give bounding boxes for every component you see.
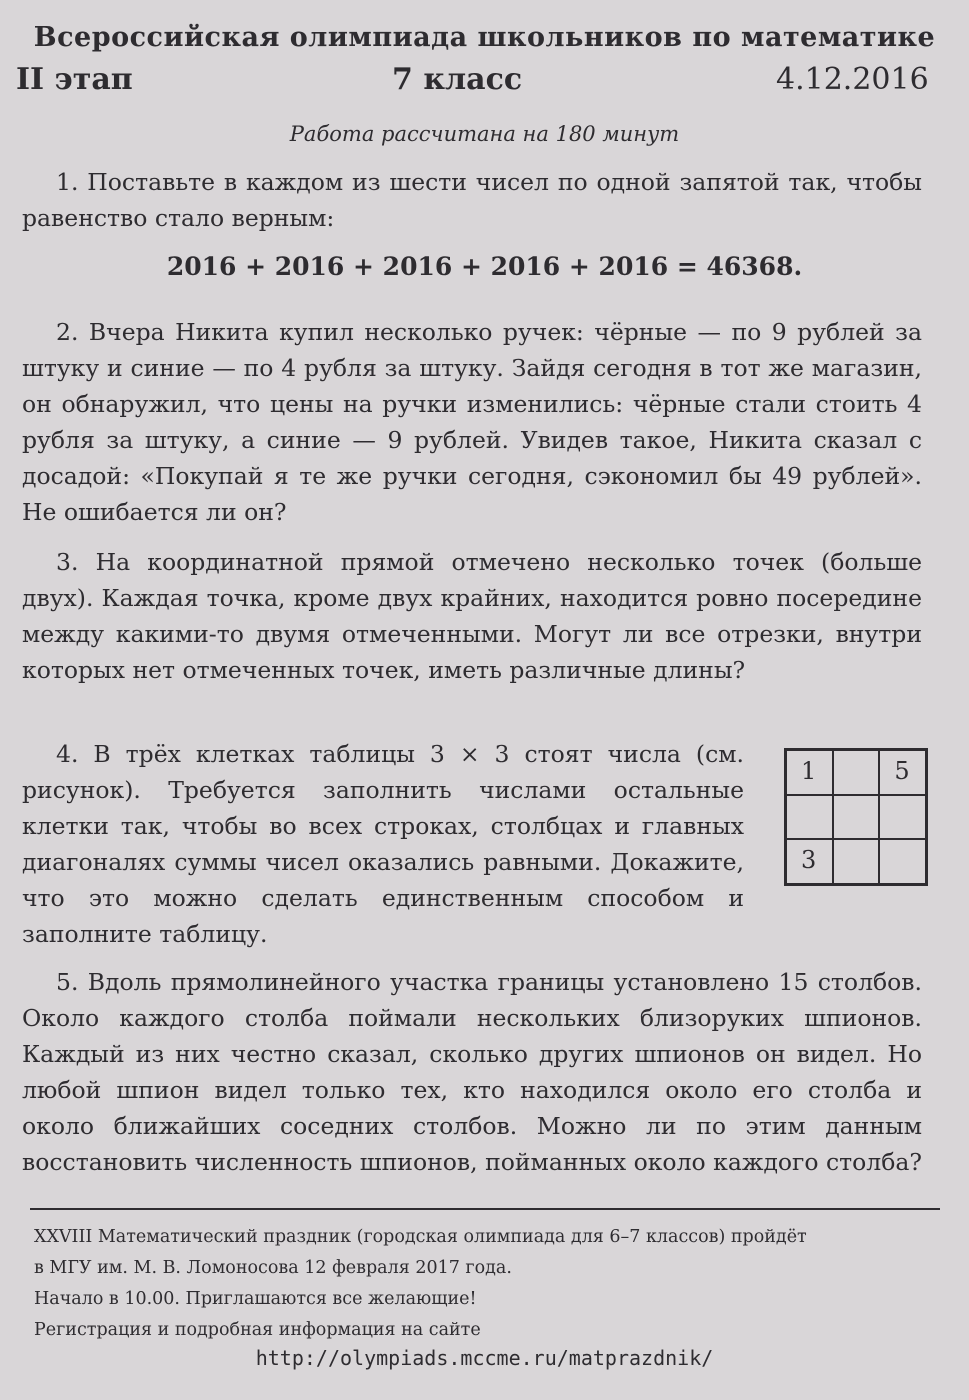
duration-note: Работа рассчитана на 180 минут <box>289 122 680 146</box>
grid-cell: 1 <box>786 750 833 795</box>
grid-cell <box>833 750 880 795</box>
grid-cell <box>833 839 880 884</box>
grid-cell: 5 <box>879 750 926 795</box>
problem-1-formula: 2016 + 2016 + 2016 + 2016 + 2016 = 46368. <box>166 252 803 281</box>
olympiad-title: Всероссийская олимпиада школьников по математике <box>33 22 936 53</box>
footer-line: Регистрация и подробная информация на сайте <box>34 1320 481 1340</box>
grade-label: 7 класс <box>392 62 523 97</box>
stage-label: II этап <box>16 62 133 97</box>
footer-url-link[interactable]: http://olympiads.mccme.ru/matprazdnik/ <box>255 1346 714 1370</box>
grid-cell <box>833 795 880 840</box>
problem-3: 3. На координатной прямой отмечено несколько точек (больше двух). Каждая точка, кроме двух крайних, находится ровно посередине между какими-то двумя отмеченными. Могут ли все отрезки, внутри которых нет отмеченных точек, иметь различные длины? <box>22 548 922 684</box>
footer-announcement <box>34 1222 944 1346</box>
grid-cell <box>879 795 926 840</box>
magic-square-grid <box>784 748 928 886</box>
footer-line: XXVIII Математический праздник (городская олимпиада для 6–7 классов) пройдёт <box>34 1227 807 1247</box>
grid-cell <box>879 839 926 884</box>
problem-4: 4. В трёх клетках таблицы 3 × 3 стоят числа (см. рисунок). Требуется заполнить числами остальные клетки так, чтобы во всех строках, столбцах и главных диагоналях суммы чисел оказались равными. Докажите, что это можно сделать единственным способом и заполните таблицу. <box>22 740 744 948</box>
date-label: 4.12.2016 <box>776 62 929 97</box>
problem-5: 5. Вдоль прямолинейного участка границы установлено 15 столбов. Около каждого столба поймали нескольких близоруких шпионов. Каждый из них честно сказал, сколько других шпионов он видел. Но любой шпион видел только тех, кто находился около его столба и около ближайших соседних столбов. Можно ли по этим данным восстановить численность шпионов, пойманных около каждого столба? <box>22 968 922 1176</box>
footer-line: Начало в 10.00. Приглашаются все желающие! <box>34 1289 477 1309</box>
footer-line: в МГУ им. М. В. Ломоносова 12 февраля 2017 года. <box>34 1258 512 1278</box>
footer-divider <box>30 1208 940 1210</box>
problem-2: 2. Вчера Никита купил несколько ручек: чёрные — по 9 рублей за штуку и синие — по 4 рубля за штуку. Зайдя сегодня в тот же магазин, он обнаружил, что цены на ручки изменились: чёрные стали стоить 4 рубля за штуку, а синие — 9 рублей. Увидев такое, Никита сказал с досадой: «Покупай я те же ручки сегодня, сэкономил бы 49 рублей». Не ошибается ли он? <box>22 318 922 526</box>
grid-cell: 3 <box>786 839 833 884</box>
grid-cell <box>786 795 833 840</box>
problem-1: 1. Поставьте в каждом из шести чисел по одной запятой так, чтобы равенство стало верным: <box>22 168 922 232</box>
